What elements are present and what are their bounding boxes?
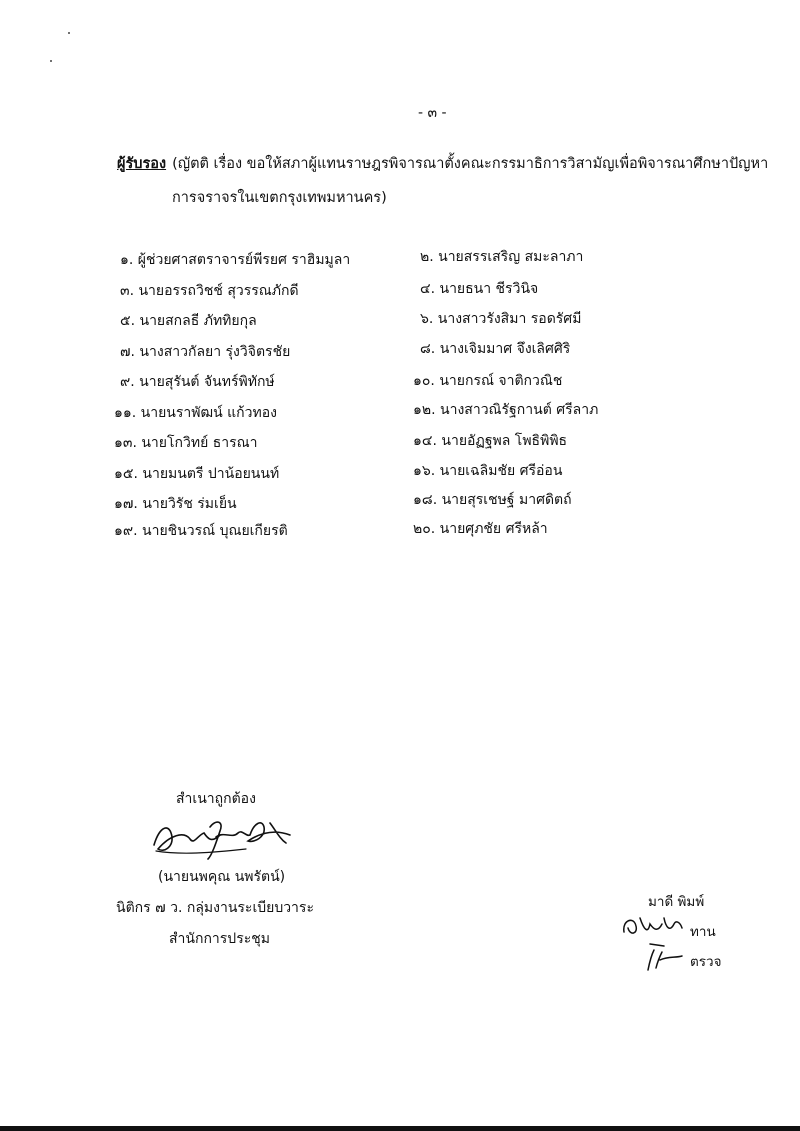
typist-note: มาดี พิมพ์ <box>648 894 705 910</box>
endorsers-label: ผู้รับรอง <box>117 156 167 172</box>
reviewer-note-1: ทาน <box>690 924 716 940</box>
scan-speck <box>50 60 52 62</box>
endorser-item: ๑๕. นายมนตรี ปาน้อยนนท์ <box>114 466 280 482</box>
endorser-item: ๑. ผู้ช่วยศาสตราจารย์พีรยศ ราฮิมมูลา <box>120 252 351 268</box>
motion-title-line1: (ญัตติ เรื่อง ขอให้สภาผู้แทนราษฎรพิจารณาตั้งคณะกรรมาธิการวิสามัญเพื่อพิจารณาศึกษาปัญหา <box>172 156 769 172</box>
endorser-item: ๕. นายสกลธี ภัททิยกุล <box>120 313 257 329</box>
certifier-position: นิติกร ๗ ว. กลุ่มงานระเบียบวาระ <box>116 900 314 916</box>
endorser-item: ๓. นายอรรถวิชช์ สุวรรณภักดี <box>120 283 299 299</box>
endorser-item: ๒. นายสรรเสริญ สมะลาภา <box>420 249 584 265</box>
endorser-item: ๑๙. นายชินวรณ์ บุณยเกียรติ <box>114 523 288 539</box>
scan-edge <box>0 1126 800 1131</box>
certifier-office: สำนักการประชุม <box>169 931 270 947</box>
certified-copy-title: สำเนาถูกต้อง <box>176 791 256 807</box>
endorser-item: ๔. นายธนา ชีรวินิจ <box>420 281 539 297</box>
scan-speck <box>68 32 70 34</box>
endorser-item: ๘. นางเจิมมาศ จึงเลิศศิริ <box>420 341 571 357</box>
endorser-item: ๑๘. นายสุรเชษฐ์ มาศดิตถ์ <box>413 492 572 508</box>
certifier-name: (นายนพคุณ นพรัตน์) <box>158 869 286 885</box>
endorser-item: ๑๑. นายนราพัฒน์ แก้วทอง <box>114 405 277 421</box>
endorser-item: ๑๔. นายอัฏฐพล โพธิพิพิธ <box>413 433 568 449</box>
endorser-item: ๑๖. นายเฉลิมชัย ศรีอ่อน <box>413 463 563 479</box>
endorser-item: ๗. นางสาวกัลยา รุ่งวิจิตรชัย <box>120 344 291 360</box>
handwritten-signature <box>150 815 300 863</box>
endorser-item: ๑๗. นายวิรัช ร่มเย็น <box>114 496 237 512</box>
page-number: - ๓ - <box>418 105 447 121</box>
endorser-item: ๖. นางสาวรังสิมา รอดรัศมี <box>420 311 582 327</box>
reviewer-note-2: ตรวจ <box>690 954 722 970</box>
motion-title-line2: การจราจรในเขตกรุงเทพมหานคร) <box>172 190 387 206</box>
endorser-item: ๙. นายสุรันต์ จันทร์พิทักษ์ <box>120 374 275 390</box>
initial-mark <box>640 940 686 978</box>
endorser-item: ๑๐. นายกรณ์ จาติกวณิช <box>413 373 563 389</box>
endorser-item: ๑๓. นายโกวิทย์ ธารณา <box>114 435 258 451</box>
endorser-item: ๒๐. นายศุภชัย ศรีหล้า <box>413 521 548 537</box>
endorser-item: ๑๒. นางสาวณิรัฐกานต์ ศรีลาภ <box>413 402 599 418</box>
